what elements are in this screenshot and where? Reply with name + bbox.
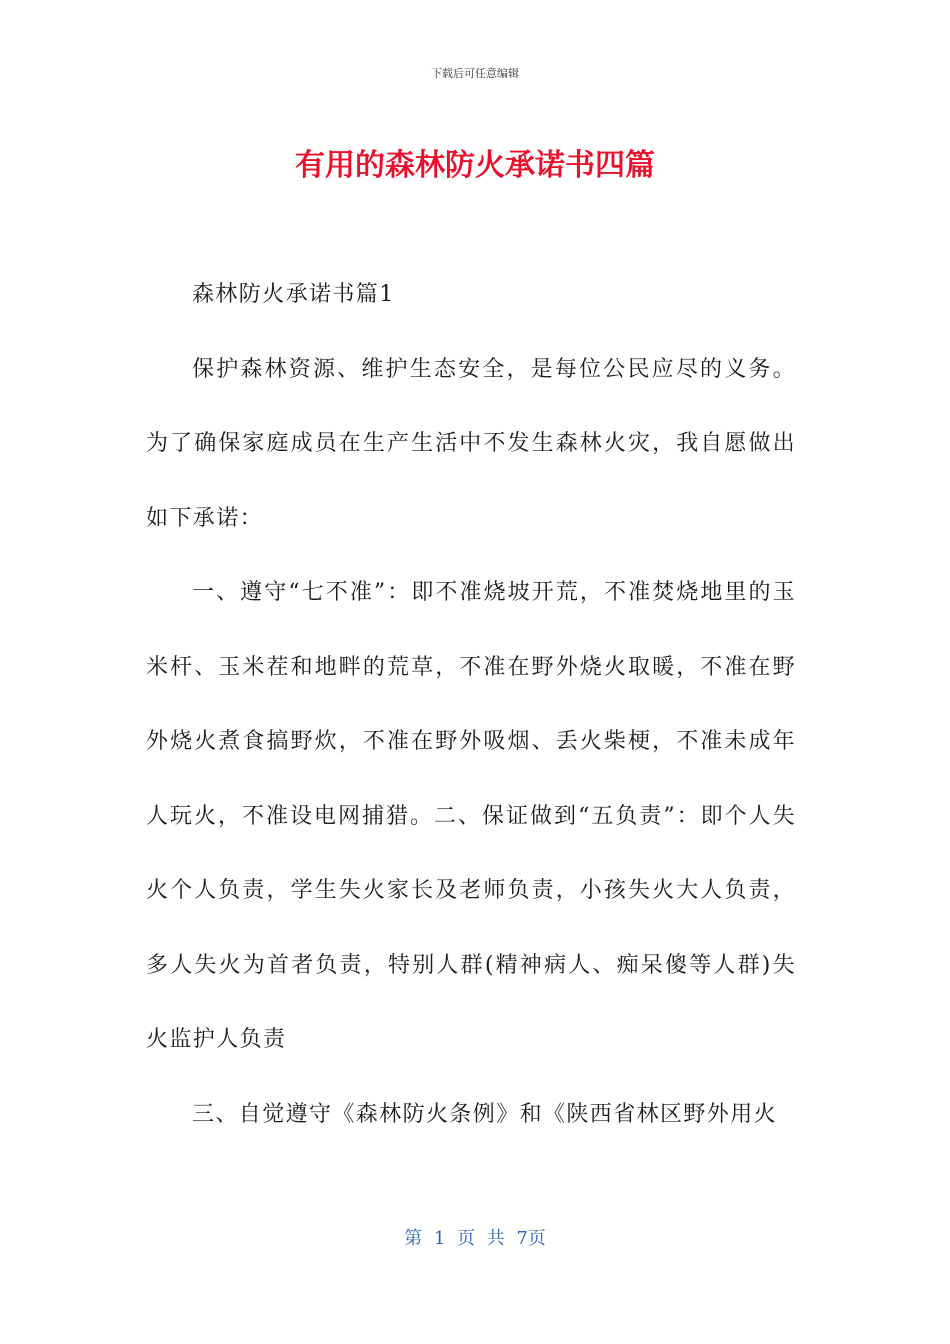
page-number-footer: 第 1 页 共 7页 [404, 1228, 546, 1249]
section-heading: 森林防火承诺书篇1 [192, 282, 395, 307]
page-header-note: 下载后可任意编辑 [431, 67, 519, 80]
paragraph-regulations: 三、自觉遵守《森林防火条例》和《陕西省林区野外用火 [192, 1101, 778, 1127]
document-body [146, 258, 796, 1152]
document-title: 有用的森林防火承诺书四篇 [295, 148, 655, 183]
paragraph-commitments: 一、遵守“七不准”：即不准烧坡开荒，不准焚烧地里的玉米杆、玉米茬和地畔的荒草，不准在野外烧火取暖，不准在野外烧火煮食搞野炊，不准在野外吸烟、丢火柴梗，不准未成年人玩火，不准设电网捕猎。二、保证做到“五负责”：即个人失火个人负责，学生失火家长及老师负责，小孩失火大人负责，多人失火为首者负责，特别人群(精神病人、痴呆傻等人群)失火监护人负责 [146, 580, 796, 1052]
paragraph-intro: 保护森林资源、维护生态安全，是每位公民应尽的义务。为了确保家庭成员在生产生活中不发生森林火灾，我自愿做出如下承诺： [146, 356, 796, 531]
